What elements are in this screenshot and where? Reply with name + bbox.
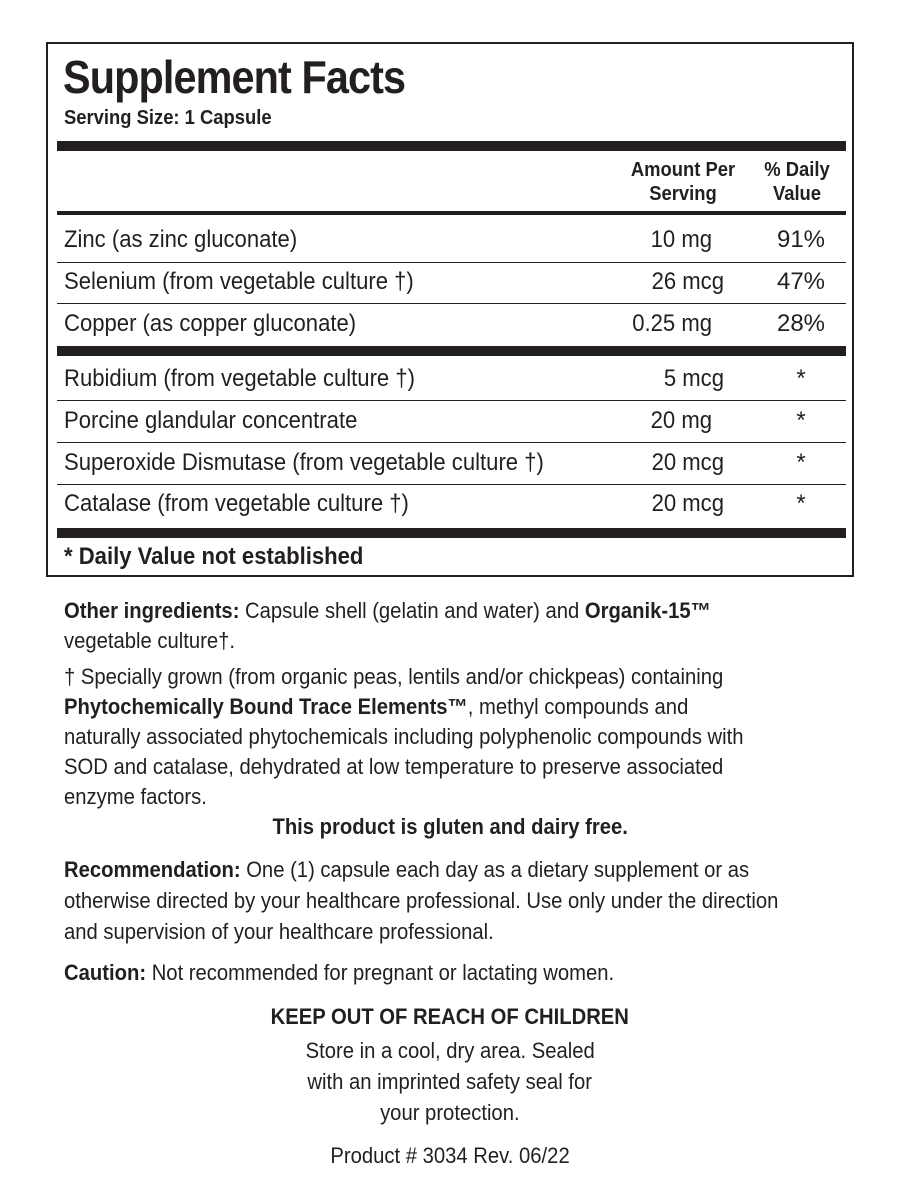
recommendation-line-1: One (1) capsule each day as a dietary supplement or as [240, 857, 750, 882]
storage-text-3: your protection. [380, 1100, 520, 1125]
table-row-dv: * [796, 407, 806, 434]
row-divider [57, 303, 846, 304]
table-row-name: Rubidium (from vegetable culture †) [64, 365, 415, 392]
storage-line-1 [0, 1035, 900, 1066]
dagger-line-3: naturally associated phytochemicals including polyphenolic compounds with [64, 724, 744, 749]
gluten-free-statement [0, 811, 900, 842]
dv-header-line1: % Daily [764, 159, 830, 181]
panel-title: Supplement Facts [63, 51, 406, 103]
amount-header-line1: Amount Per [630, 159, 736, 181]
storage-text-2: with an imprinted safety seal for [307, 1069, 593, 1094]
organik-brand: Organik-15™ [584, 598, 711, 623]
dagger-line-5: enzyme factors. [64, 784, 207, 809]
daily-value-header [756, 158, 839, 206]
table-row-name: Catalase (from vegetable culture †) [64, 490, 409, 517]
table-row-name: Copper (as copper gluconate) [64, 310, 357, 337]
caution-label: Caution: [64, 960, 147, 985]
caution [64, 958, 864, 988]
header-divider [57, 211, 846, 215]
dagger-line-1: † Specially grown (from organic peas, lentils and/or chickpeas) containing [64, 664, 724, 689]
row-divider [57, 442, 846, 443]
recommendation-line-2: otherwise directed by your healthcare professional. Use only under the direction [64, 888, 779, 913]
recommendation-line-3: and supervision of your healthcare professional. [64, 919, 494, 944]
table-row-amount: 5 mcg [663, 365, 724, 392]
table-row-dv: 91% [776, 226, 826, 253]
row-divider [57, 262, 846, 263]
keep-out-warning [0, 1001, 900, 1032]
amount-per-serving-header [623, 158, 743, 206]
table-row-amount: 26 mcg [651, 268, 724, 295]
table-row-name: Porcine glandular concentrate [64, 407, 358, 434]
thick-divider-bottom [57, 528, 846, 538]
gluten-free-text: This product is gluten and dairy free. [272, 814, 628, 839]
storage-text-1: Store in a cool, dry area. Sealed [305, 1038, 595, 1063]
table-row-amount: 0.25 mg [632, 310, 712, 337]
table-row-name: Zinc (as zinc gluconate) [64, 226, 298, 253]
dagger-bold-term: Phytochemically Bound Trace Elements™ [64, 694, 468, 719]
table-row-name: Selenium (from vegetable culture †) [64, 268, 414, 295]
table-row-dv: 28% [776, 310, 826, 337]
other-ingredients [64, 596, 864, 656]
table-row-dv: * [796, 449, 806, 476]
table-row-dv: * [796, 490, 806, 517]
serving-size: Serving Size: 1 Capsule [64, 107, 272, 129]
product-number [0, 1140, 900, 1171]
table-row-amount: 20 mg [650, 407, 712, 434]
daily-value-footnote: * Daily Value not established [64, 543, 364, 570]
table-row-dv: 47% [776, 268, 826, 295]
caution-text: Not recommended for pregnant or lactating women. [146, 960, 615, 985]
dv-header-line2: Value [772, 183, 822, 205]
dagger-footnote [64, 662, 864, 812]
recommendation [64, 854, 864, 947]
table-row-name: Superoxide Dismutase (from vegetable culture †) [64, 449, 544, 476]
thick-divider-top [57, 141, 846, 151]
other-ingredients-label: Other ingredients: [64, 598, 240, 623]
storage-line-3 [0, 1097, 900, 1128]
other-ingredients-text: Capsule shell (gelatin and water) and [239, 598, 585, 623]
keep-out-text: KEEP OUT OF REACH OF CHILDREN [270, 1004, 630, 1029]
product-number-text: Product # 3034 Rev. 06/22 [330, 1143, 570, 1168]
table-row-dv: * [796, 365, 806, 392]
storage-line-2 [0, 1066, 900, 1097]
dagger-line-2: , methyl compounds and [467, 694, 689, 719]
other-ingredients-text-2: vegetable culture†. [64, 628, 236, 653]
thick-divider-middle [57, 346, 846, 356]
row-divider [57, 400, 846, 401]
dagger-line-4: SOD and catalase, dehydrated at low temperature to preserve associated [64, 754, 724, 779]
table-row-amount: 10 mg [650, 226, 712, 253]
table-row-amount: 20 mcg [651, 449, 724, 476]
amount-header-line2: Serving [649, 183, 717, 205]
recommendation-label: Recommendation: [64, 857, 241, 882]
row-divider [57, 484, 846, 485]
table-row-amount: 20 mcg [651, 490, 724, 517]
